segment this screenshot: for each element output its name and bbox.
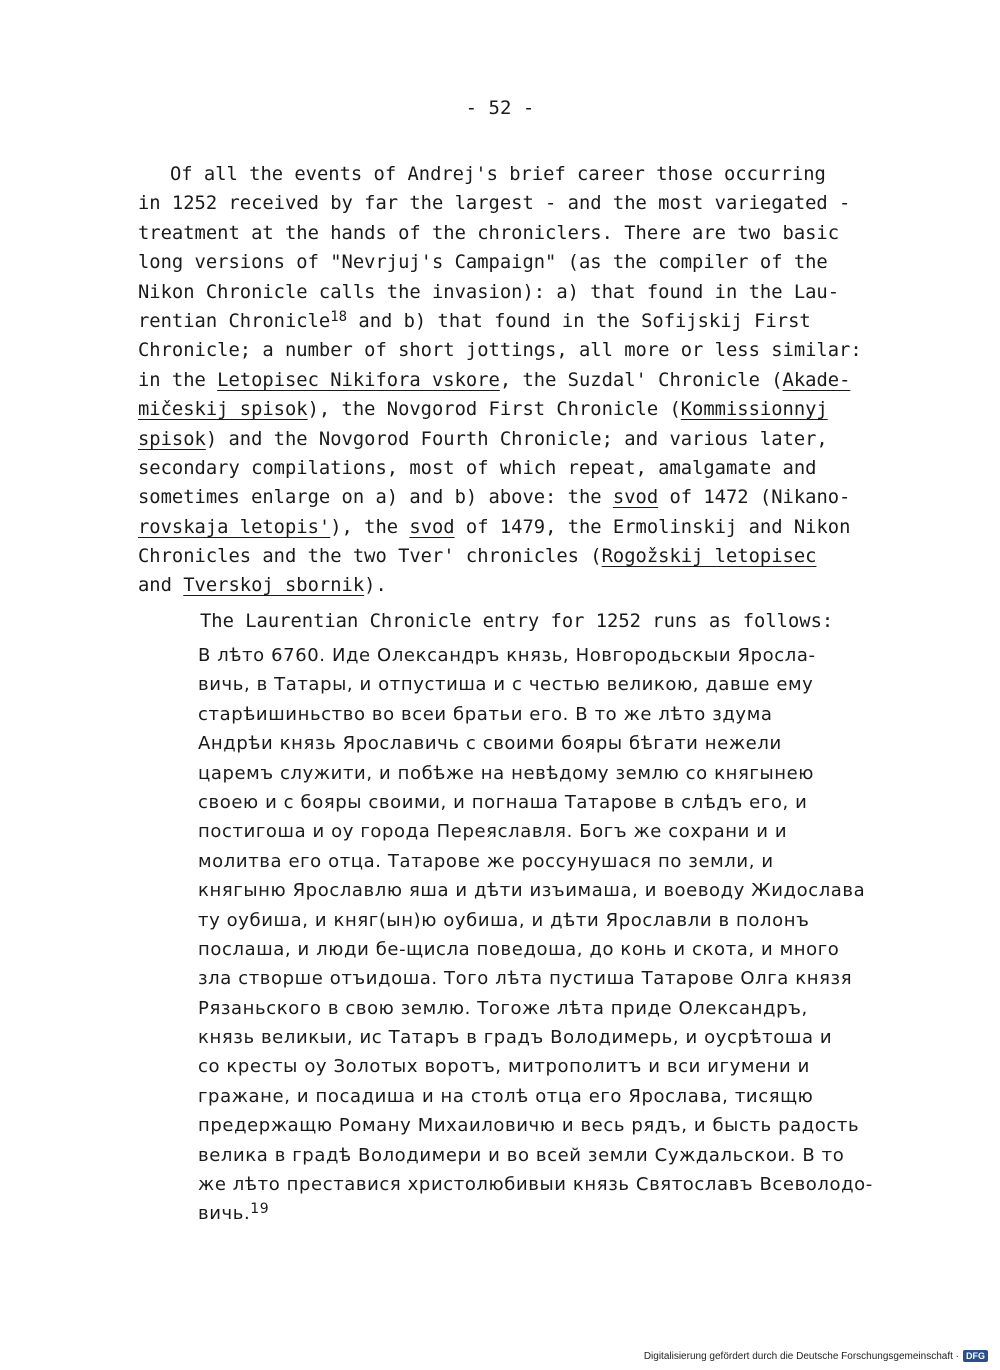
text-segment: rentian Chronicle: [138, 310, 331, 332]
quote-line: Андрѣи князь Ярославичь с своими бояры бѣгати нежели: [198, 733, 782, 755]
text-segment: вичь.: [198, 1203, 251, 1225]
text-segment: ), the Novgorod First Chronicle (: [307, 399, 681, 421]
text-segment: ).: [364, 575, 387, 597]
text-line: secondary compilations, most of which repeat, amalgamate and: [138, 457, 817, 479]
quote-line: В лѣто 6760. Иде Олександръ князь, Новгородьскыи Яросла-: [198, 645, 816, 666]
text-line: [138, 425, 908, 454]
underlined-title: mičeskij spisok: [138, 399, 308, 421]
text-line: Chronicle; a number of short jottings, all more or less similar:: [138, 340, 862, 362]
text-segment: Chronicles and the two Tver' chronicles (: [138, 546, 602, 568]
quote-line: вичь, в Татары, и отпустиша и с честью великою, давше ему: [198, 674, 814, 696]
quote-line: молитва его отца. Татарове же россунушася по земли, и: [198, 850, 774, 872]
text-line: [138, 307, 908, 336]
text-segment: , the Suzdal' Chronicle (: [499, 369, 783, 391]
text-line: treatment at the hands of the chroniclers. There are two basic: [138, 222, 840, 244]
footnote-marker-18: 18: [330, 308, 348, 325]
quote-line: же лѣто преставися христолюбивыи князь Святославъ Всеволодо-: [198, 1174, 873, 1196]
underlined-title: Akade-: [782, 369, 851, 391]
text-line: [138, 395, 908, 424]
footnote-marker-19: 19: [250, 1201, 270, 1218]
quote-line: зла створше отъидоша. Того лѣта пустиша Татарове Олга князя: [198, 968, 853, 990]
quote-line: Рязаньского в свою землю. Тогоже лѣта приде Олександръ,: [198, 997, 808, 1019]
page-number: - 52 -: [465, 97, 535, 119]
paragraph-chronicle-versions: [138, 160, 908, 601]
underlined-title: Letopisec Nikifora vskore: [217, 369, 500, 391]
quote-line: предержащю Роману Михаиловичю и весь рядъ, и бысть радость: [198, 1115, 860, 1137]
underlined-title: Kommissionnyj: [680, 399, 828, 421]
quote-line: [198, 1199, 938, 1228]
underlined-title: svod: [612, 487, 659, 509]
quote-line: послаша, и люди бе-щисла поведоша, до конь и скота, и много: [198, 938, 840, 960]
quote-line: своею и с бояры своими, и погнаша Татарове в слѣдъ его, и: [198, 791, 808, 813]
text-segment: and: [138, 575, 184, 597]
quote-line: ту оубиша, и княг(ын)ю оубиша, и дѣти Ярославли в полонъ: [198, 909, 810, 931]
text-line: in 1252 received by far the largest - and the most variegated -: [138, 193, 851, 215]
text-line: long versions of "Nevrjuj's Campaign" (as the compiler of the: [138, 252, 828, 274]
underlined-title: rovskaja letopis': [138, 516, 331, 538]
text-segment: of 1479, the Ermolinskij and Nikon: [454, 516, 851, 538]
text-line: [138, 571, 908, 600]
quote-line: со кресты оу Золотых воротъ, митрополитъ и вси игумени и: [198, 1056, 810, 1078]
chronicle-quotation: [198, 641, 938, 1229]
text-line: Nikon Chronicle calls the invasion): a) that found in the Lau-: [138, 281, 840, 303]
quote-line: царемъ служити, и побѣже на невѣдому землю со княгынею: [198, 762, 815, 784]
quote-line: велика в градѣ Володимери и во всей земли Суждальскои. В то: [198, 1144, 845, 1166]
quote-intro: The Laurentian Chronicle entry for 1252 runs as follows:: [200, 611, 834, 632]
text-line: Of all the events of Andrej's brief career those occurring: [170, 164, 826, 185]
text-segment: of 1472 (Nikano-: [658, 487, 851, 509]
text-line: [138, 483, 908, 512]
text-segment: and b) that found in the Sofijskij First: [347, 310, 811, 332]
quote-line: гражане, и посадиша и на столѣ отца его Ярослава, тисящю: [198, 1085, 814, 1107]
quote-line: старѣишиньство во всеи братьи его. В то же лѣто здума: [198, 703, 773, 725]
underlined-title: Rogožskij letopisec: [601, 546, 817, 568]
underlined-title: svod: [409, 516, 455, 538]
quote-line: постигоша и оу города Переяславля. Богъ же сохрани и и: [198, 821, 788, 843]
digitization-credit: [644, 1350, 988, 1362]
credit-text: Digitalisierung gefördert durch die Deutsche Forschungsgemeinschaft ·: [643, 1350, 959, 1362]
text-segment: ) and the Novgorod Fourth Chronicle; and various later,: [205, 428, 828, 450]
text-segment: in the: [138, 369, 218, 391]
underlined-title: Tverskoj sbornik: [183, 575, 365, 597]
quote-line: князь великыи, ис Татаръ в градъ Володимерь, и оусрѣтоша и: [198, 1027, 833, 1049]
text-line: [138, 366, 908, 395]
text-segment: ), the: [330, 516, 410, 538]
underlined-title: spisok: [138, 428, 206, 450]
quote-line: княгыню Ярославлю яша и дѣти изъимаша, и воеводу Жидослава: [198, 880, 866, 902]
text-line: [138, 542, 908, 571]
dfg-logo: DFG: [963, 1350, 988, 1362]
text-segment: sometimes enlarge on a) and b) above: the: [138, 487, 613, 509]
text-line: [138, 513, 908, 542]
